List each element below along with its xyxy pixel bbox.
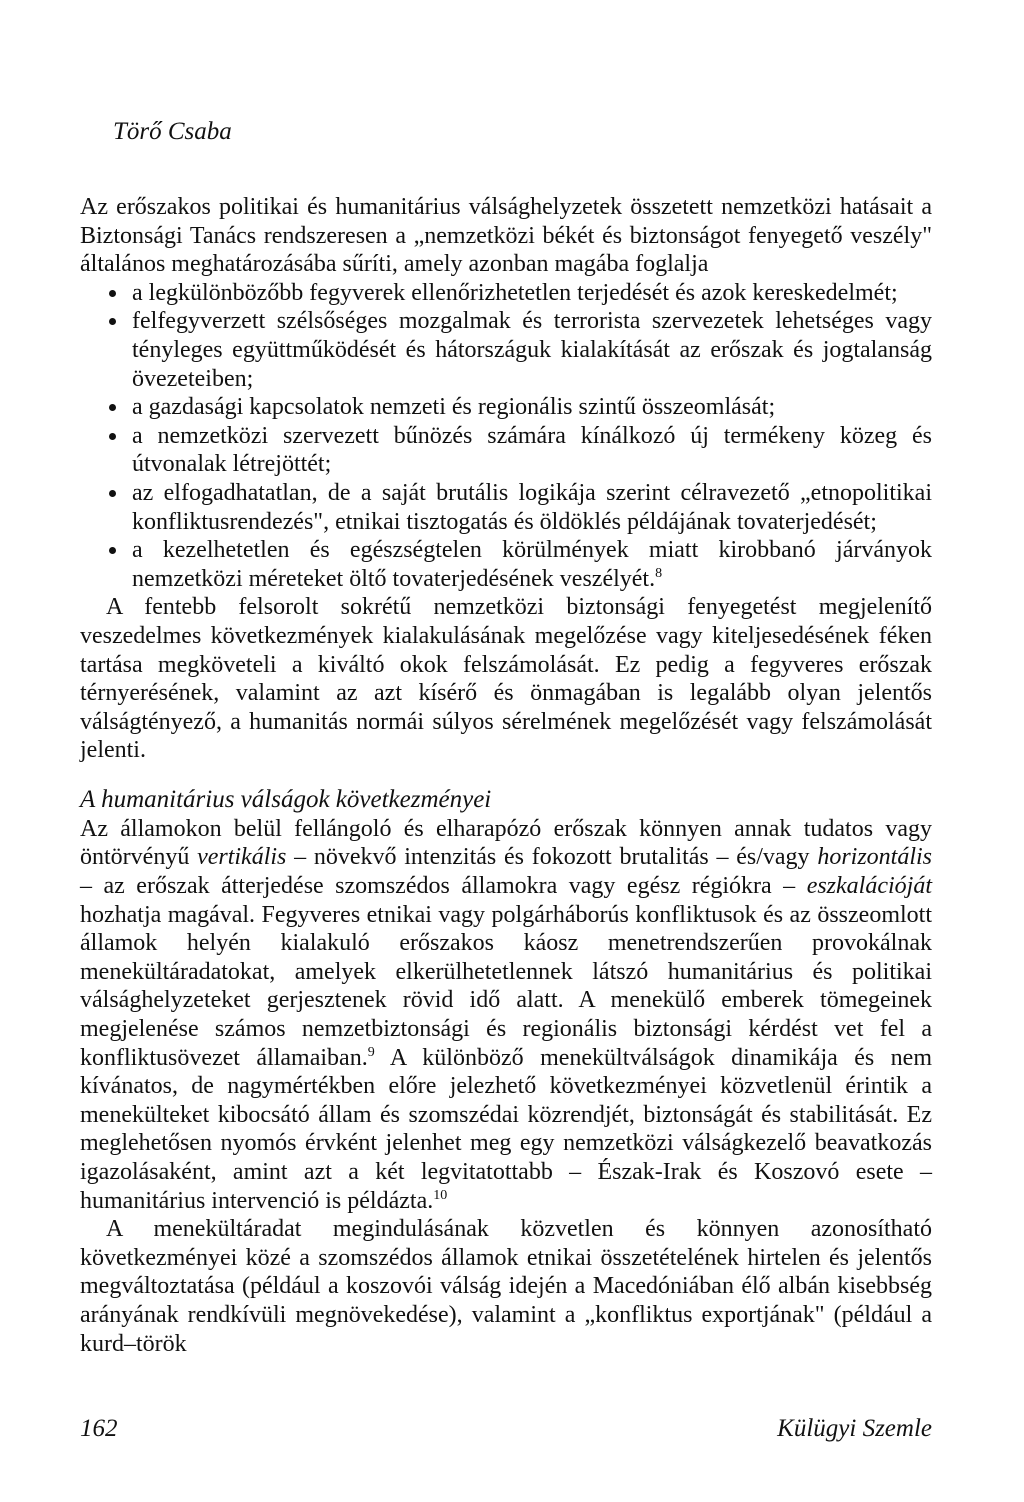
list-item-text: a nemzetközi szervezett bűnözés számára kínálkozó új termékeny közeg és útvonalak létrejöttét;	[132, 422, 932, 478]
bullet-icon	[109, 404, 116, 411]
list-item	[80, 393, 932, 422]
humanitarian-paragraph	[80, 815, 932, 1215]
paragraph-text: – növekvő intenzitás és fokozott brutalitás – és/vagy	[286, 844, 818, 871]
list-item	[80, 536, 932, 593]
bullet-list	[80, 279, 932, 594]
list-item-text: a kezelhetetlen és egészségtelen körülmények miatt kirobbanó járványok nemzetközi méreteket öltő tovaterjedésének veszélyét.	[132, 537, 932, 592]
list-item-text: felfegyverzett szélsőséges mozgalmak és terrorista szervezetek lehetséges vagy tényleges együttműködését és hátországuk kialakítását az erőszak és jogtalanság övezeteiben;	[132, 308, 932, 392]
intro-paragraph: Az erőszakos politikai és humanitárius válsághelyzetek összetett nemzetközi hatásait a Biztonsági Tanács rendszeresen a „nemzetközi békét és biztonságot fenyegető veszély" általános meghatározásába sűríti, amely azonban magába foglalja	[80, 194, 932, 278]
list-item-text: az elfogadhatatlan, de a saját brutális logikája szerint célravezető „etnopolitikai konfliktusrendezés", etnikai tisztogatás és öldöklés példájának tovaterjedését;	[132, 479, 932, 535]
paragraph-text: – az erőszak átterjedése szomszédos államokra vagy egész régiókra –	[80, 873, 807, 900]
bullet-icon	[109, 290, 116, 297]
emphasis-term: horizontális	[817, 844, 933, 871]
consequences-paragraph: A fentebb felsorolt sokrétű nemzetközi biztonsági fenyegetést megjelenítő veszedelmes következmények kialakulásának megelőzése vagy kiteljesedésének féken tartása megköveteli a kiváltó okok felszámolását. Ez pedig a fegyveres erőszak térnyerésének, valamint az azt kísérő és önmagában is legalább olyan jelentős válságtényező, a humanitás normái súlyos sérelmének megelőzését vagy felszámolását jelenti.	[80, 594, 932, 764]
emphasis-term: eszkalációját	[806, 873, 932, 900]
section-heading: A humanitárius válságok következményei	[80, 785, 492, 813]
running-head-author: Törő Csaba	[113, 118, 232, 145]
bullet-icon	[109, 490, 116, 497]
list-item	[80, 279, 932, 308]
emphasis-term: vertikális	[197, 844, 287, 871]
footnote-ref: 9	[367, 1044, 375, 1060]
footnote-ref: 10	[433, 1187, 448, 1203]
paragraph-text: A különböző menekültválságok dinamikája és nem kívánatos, de nagymértékben előre jelezhető következményei közvetlenül érintik a menekülteket kibocsátó állam és szomszédai közrendjét, biztonságát és stabilitását. Ez meglehetősen nyomós érvként jelenhet meg egy nemzetközi válságkezelő beavatkozás igazolásaként, amint azt a két legvitatottabb – Észak-Irak és Koszovó esete – humanitárius intervenció is példázta.	[80, 1044, 932, 1214]
bullet-icon	[109, 318, 116, 325]
list-item	[80, 307, 932, 393]
bullet-icon	[109, 547, 116, 554]
list-item	[80, 422, 932, 479]
journal-name: Külügyi Szemle	[777, 1415, 932, 1442]
paragraph-text: hozhatja magával. Fegyveres etnikai vagy polgárháborús konfliktusok és az összeomlott államok helyén kialakuló erőszakos káosz menetrendszerűen provokálnak menekültáradatokat, amelyek elkerülhetetlennek látszó humanitárius és politikai válsághelyzeteket gerjesztenek rövid idő alatt. A menekülő emberek tömegeinek megjelenése számos nemzetbiztonsági és regionális biztonsági kérdést vet fel a konfliktusövezet államaiban.	[80, 901, 932, 1071]
list-item-text: a legkülönbözőbb fegyverek ellenőrizhetetlen terjedését és azok kereskedelmét;	[132, 279, 898, 306]
body-text	[80, 193, 932, 1358]
page-number: 162	[80, 1415, 118, 1442]
list-item-text: a gazdasági kapcsolatok nemzeti és regionális szintű összeomlását;	[132, 394, 776, 421]
refugee-paragraph: A menekültáradat megindulásának közvetlen és könnyen azonosítható következményei közé a szomszédos államok etnikai összetételének hirtelen és jelentős megváltoztatása (például a koszovói válság idején a Macedóniában élő albán kisebbség arányának rendkívüli megnövekedése), valamint a „konfliktus exportjának" (például a kurd–török	[80, 1216, 932, 1357]
bullet-icon	[109, 433, 116, 440]
list-item	[80, 479, 932, 536]
footnote-ref: 8	[655, 565, 663, 581]
paragraph-text: Az államokon belül fellángoló és elharapózó erőszak könnyen annak tudatos vagy öntörvényű	[80, 815, 932, 871]
